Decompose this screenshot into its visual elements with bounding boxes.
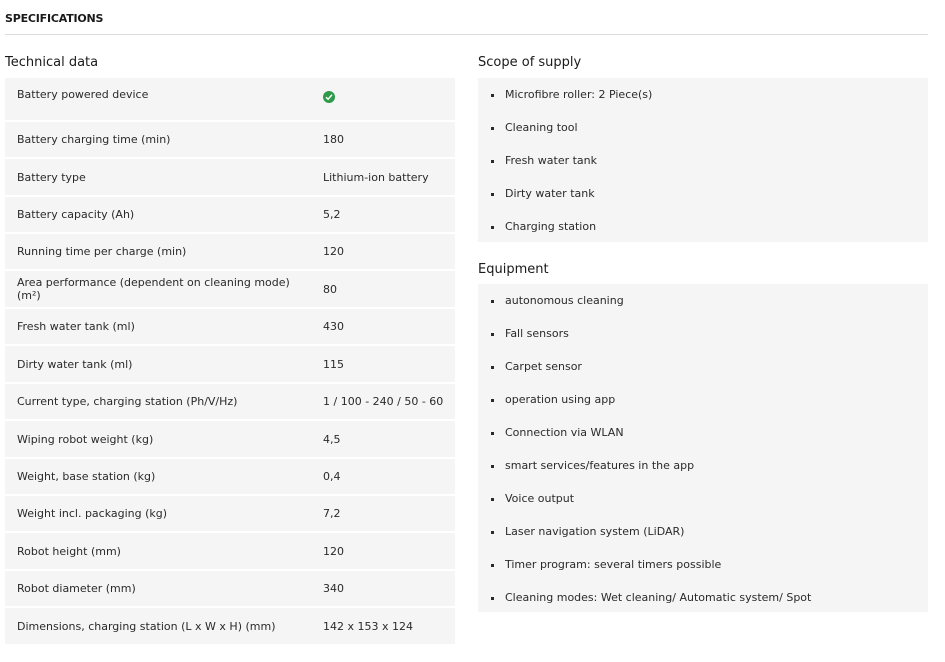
scope-item-label: Microfibre roller: 2 Piece(s) bbox=[505, 88, 653, 101]
spec-label: Robot height (mm) bbox=[17, 544, 121, 558]
equipment-item bbox=[478, 426, 928, 459]
spec-label: Running time per charge (min) bbox=[17, 245, 187, 258]
spec-label: Weight, base station (kg) bbox=[17, 470, 156, 483]
spec-label: Battery charging time (min) bbox=[17, 133, 171, 146]
bullet-icon bbox=[491, 366, 494, 369]
bullet-icon bbox=[491, 193, 494, 196]
bullet-icon bbox=[491, 597, 494, 600]
scope-item-label: Fresh water tank bbox=[505, 154, 598, 167]
spec-row bbox=[5, 421, 455, 459]
equipment-item-label: operation using app bbox=[505, 393, 616, 406]
bullet-icon bbox=[491, 399, 494, 402]
spec-value: 1 / 100 - 240 / 50 - 60 bbox=[323, 395, 444, 408]
technical-data-title: Technical data bbox=[5, 55, 99, 70]
spec-row bbox=[5, 271, 455, 309]
spec-label: Battery type bbox=[17, 170, 86, 184]
bullet-icon bbox=[491, 432, 494, 435]
spec-row bbox=[5, 122, 455, 159]
scope-item bbox=[478, 154, 928, 187]
equipment-item-label: Connection via WLAN bbox=[505, 426, 624, 439]
spec-value: Lithium-ion battery bbox=[323, 170, 429, 184]
spec-row bbox=[5, 459, 455, 496]
bullet-icon bbox=[491, 160, 494, 163]
bullet-icon bbox=[491, 226, 494, 229]
bullet-icon bbox=[491, 498, 494, 501]
scope-of-supply-title: Scope of supply bbox=[478, 55, 582, 70]
spec-label: Current type, charging station (Ph/V/Hz) bbox=[17, 395, 238, 408]
spec-value: 115 bbox=[323, 357, 344, 371]
equipment-item-label: Carpet sensor bbox=[505, 360, 582, 373]
spec-label: Dimensions, charging station (L x W x H) (mm) bbox=[17, 619, 276, 633]
bullet-icon bbox=[491, 94, 494, 97]
scope-item-label: Cleaning tool bbox=[505, 121, 578, 134]
scope-item-label: Charging station bbox=[505, 220, 597, 233]
technical-data-table bbox=[5, 78, 455, 646]
spec-label: Fresh water tank (ml) bbox=[17, 320, 135, 333]
spec-label: Weight incl. packaging (kg) bbox=[17, 507, 168, 520]
spec-value: 5,2 bbox=[323, 208, 341, 221]
divider bbox=[5, 34, 928, 35]
spec-row bbox=[5, 346, 455, 384]
spec-value: 0,4 bbox=[323, 470, 341, 483]
spec-row bbox=[5, 159, 455, 197]
equipment-title: Equipment bbox=[478, 262, 549, 277]
equipment-item-label: Cleaning modes: Wet cleaning/ Automatic system/ Spot bbox=[505, 591, 812, 604]
spec-value: 180 bbox=[323, 133, 344, 146]
equipment-item-label: smart services/features in the app bbox=[505, 459, 695, 472]
scope-item-label: Dirty water tank bbox=[505, 187, 595, 200]
spec-row bbox=[5, 608, 455, 646]
equipment-item-label: Laser navigation system (LiDAR) bbox=[505, 525, 685, 538]
equipment-item bbox=[478, 525, 928, 558]
equipment-item bbox=[478, 492, 928, 525]
equipment-item bbox=[478, 360, 928, 393]
spec-row bbox=[5, 571, 455, 608]
spec-value: 340 bbox=[323, 582, 344, 595]
spec-label: Wiping robot weight (kg) bbox=[17, 432, 154, 446]
spec-row bbox=[5, 496, 455, 533]
section-title: SPECIFICATIONS bbox=[5, 12, 104, 25]
spec-label: Battery powered device bbox=[17, 88, 149, 101]
equipment-item bbox=[478, 591, 928, 624]
spec-row bbox=[5, 78, 455, 122]
equipment-list bbox=[478, 284, 928, 612]
spec-row bbox=[5, 197, 455, 234]
spec-row bbox=[5, 533, 455, 571]
bullet-icon bbox=[491, 564, 494, 567]
spec-value: 7,2 bbox=[323, 507, 341, 520]
spec-label: Robot diameter (mm) bbox=[17, 582, 136, 595]
scope-item bbox=[478, 121, 928, 154]
spec-value: 120 bbox=[323, 544, 344, 558]
equipment-item-label: autonomous cleaning bbox=[505, 294, 624, 307]
scope-item bbox=[478, 220, 928, 253]
equipment-item bbox=[478, 327, 928, 360]
spec-value: 4,5 bbox=[323, 432, 341, 446]
bullet-icon bbox=[491, 300, 494, 303]
spec-row bbox=[5, 384, 455, 421]
spec-label: Dirty water tank (ml) bbox=[17, 357, 133, 371]
spec-row bbox=[5, 309, 455, 346]
check-icon bbox=[323, 91, 335, 103]
equipment-item bbox=[478, 294, 928, 327]
spec-row bbox=[5, 234, 455, 271]
bullet-icon bbox=[491, 465, 494, 468]
spec-label: Area performance (dependent on cleaning mode) (m²) bbox=[17, 276, 290, 302]
equipment-item bbox=[478, 558, 928, 591]
spec-value bbox=[311, 88, 455, 106]
scope-of-supply-list bbox=[478, 78, 928, 242]
spec-label: Battery capacity (Ah) bbox=[17, 208, 135, 221]
spec-value: 142 x 153 x 124 bbox=[323, 619, 413, 633]
equipment-item bbox=[478, 459, 928, 492]
spec-value: 80 bbox=[323, 282, 337, 296]
equipment-item-label: Timer program: several timers possible bbox=[505, 558, 722, 571]
equipment-item-label: Voice output bbox=[505, 492, 575, 505]
equipment-item-label: Fall sensors bbox=[505, 327, 569, 340]
bullet-icon bbox=[491, 127, 494, 130]
scope-item bbox=[478, 187, 928, 220]
spec-value: 430 bbox=[323, 320, 344, 333]
bullet-icon bbox=[491, 333, 494, 336]
scope-item bbox=[478, 88, 928, 121]
equipment-item bbox=[478, 393, 928, 426]
bullet-icon bbox=[491, 531, 494, 534]
spec-value: 120 bbox=[323, 245, 344, 258]
